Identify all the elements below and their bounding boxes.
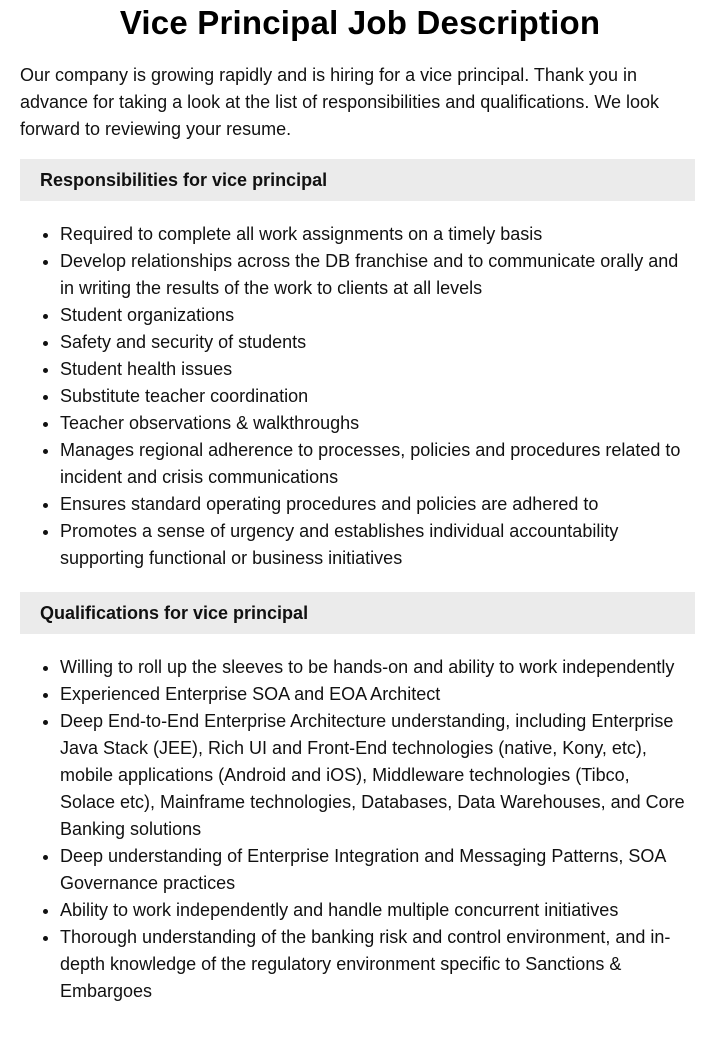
list-item: Ability to work independently and handle multiple concurrent initiatives [60,897,700,924]
list-item: Substitute teacher coordination [60,383,700,410]
list-item: Develop relationships across the DB franchise and to communicate orally and in writing the results of the work to clients at all levels [60,248,700,302]
list-item: Ensures standard operating procedures and policies are adhered to [60,491,700,518]
list-item: Willing to roll up the sleeves to be hands-on and ability to work independently [60,654,700,681]
list-item: Safety and security of students [60,329,700,356]
qualifications-heading: Qualifications for vice principal [20,592,695,634]
list-item: Promotes a sense of urgency and establishes individual accountability supporting functional or business initiatives [60,518,700,572]
list-item: Deep End-to-End Enterprise Architecture understanding, including Enterprise Java Stack (JEE), Rich UI and Front-End technologies (native, Kony, etc), mobile applications (Android and iOS), Middleware technologies (Tibco, Solace etc), Mainframe technologies, Databases, Data Warehouses, and Core Banking solutions [60,708,700,843]
list-item: Experienced Enterprise SOA and EOA Architect [60,681,700,708]
list-item: Deep understanding of Enterprise Integration and Messaging Patterns, SOA Governance practices [60,843,700,897]
qualifications-section [20,592,700,1005]
responsibilities-section [20,159,700,572]
qualifications-list [20,654,700,1005]
list-item: Thorough understanding of the banking risk and control environment, and in-depth knowledge of the regulatory environment specific to Sanctions & Embargoes [60,924,700,1005]
list-item: Student organizations [60,302,700,329]
list-item: Student health issues [60,356,700,383]
list-item: Manages regional adherence to processes, policies and procedures related to incident and crisis communications [60,437,700,491]
list-item: Teacher observations & walkthroughs [60,410,700,437]
responsibilities-heading: Responsibilities for vice principal [20,159,695,201]
responsibilities-list [20,221,700,572]
page-title: Vice Principal Job Description [119,4,601,41]
list-item: Required to complete all work assignments on a timely basis [60,221,700,248]
intro-paragraph: Our company is growing rapidly and is hiring for a vice principal. Thank you in advance for taking a look at the list of responsibilities and qualifications. We look forward to reviewing your resume. [20,65,660,139]
